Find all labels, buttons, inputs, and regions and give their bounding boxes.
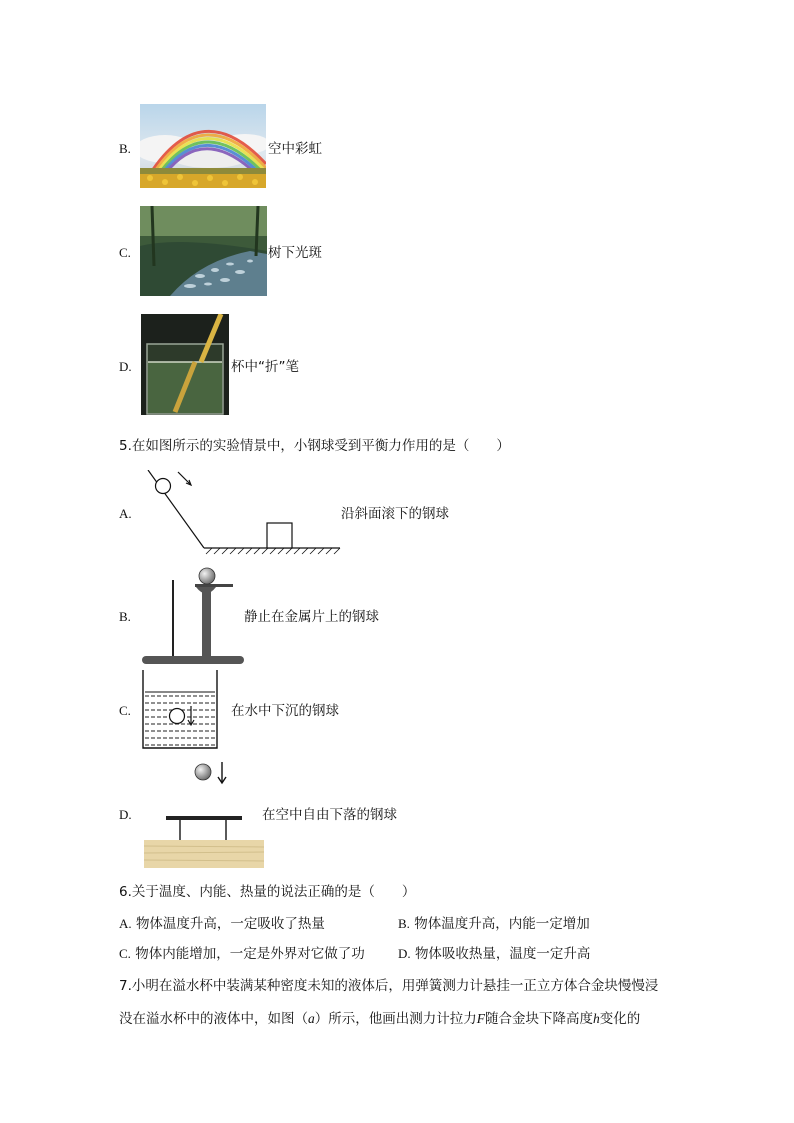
option-letter-q4-d: D. bbox=[119, 359, 132, 374]
option-letter-q4-c: C. bbox=[119, 245, 131, 260]
option-q6-c bbox=[119, 945, 365, 963]
pencil-in-water-glass-photo bbox=[141, 314, 229, 415]
var-F: F bbox=[476, 1011, 485, 1026]
var-a: a bbox=[308, 1011, 315, 1026]
option-letter-q5-b: B. bbox=[119, 609, 131, 624]
option-text-q5-b: 静止在金属片上的钢球 bbox=[244, 609, 379, 625]
option-text-q5-d: 在空中自由下落的钢球 bbox=[262, 807, 397, 823]
free-falling-ball-diagram bbox=[144, 758, 264, 868]
rainbow-photo bbox=[140, 104, 266, 188]
q7-text-segment: ）所示，他画出测力计拉力 bbox=[314, 1011, 477, 1027]
option-letter-q4-b: B. bbox=[119, 141, 131, 156]
option-letter-q5-d: D. bbox=[119, 807, 132, 822]
option-q6-b bbox=[398, 915, 590, 933]
option-text-q6-d: 物体吸收热量，温度一定升高 bbox=[414, 946, 591, 962]
option-text-q6-c: 物体内能增加，一定是外界对它做了功 bbox=[135, 946, 365, 962]
q7-text-segment: 随合金块下降高度 bbox=[485, 1011, 593, 1027]
question-7-line-1: 7.小明在溢水杯中装满某种密度未知的液体后，用弹簧测力计悬挂一正立方体合金块慢慢浸 bbox=[119, 978, 659, 994]
option-text-q6-a: 物体温度升高，一定吸收了热量 bbox=[135, 916, 325, 932]
q7-text-segment: 变化的 bbox=[599, 1011, 641, 1027]
q7-text-segment: 没在溢水杯中的液体中，如图（ bbox=[119, 1011, 308, 1027]
option-text-q4-d: 杯中“折”笔 bbox=[231, 359, 299, 375]
option-q6-a bbox=[119, 915, 325, 933]
ball-sinking-in-water-diagram bbox=[142, 670, 219, 750]
question-5-stem: 5.在如图所示的实验情景中，小钢球受到平衡力作用的是（ ） bbox=[119, 438, 510, 454]
ball-on-metal-sheet-diagram bbox=[140, 566, 246, 668]
option-letter-q6-d: D. bbox=[398, 946, 411, 961]
question-7-line-2 bbox=[119, 1010, 640, 1028]
option-letter-q6-b: B. bbox=[398, 916, 410, 931]
option-text-q5-c: 在水中下沉的钢球 bbox=[231, 703, 339, 719]
option-q6-d bbox=[398, 945, 590, 963]
option-letter-q5-c: C. bbox=[119, 703, 131, 718]
option-letter-q6-a: A. bbox=[119, 916, 132, 931]
option-letter-q5-a: A. bbox=[119, 506, 132, 521]
forest-light-spots-photo bbox=[140, 206, 267, 296]
option-letter-q6-c: C. bbox=[119, 946, 131, 961]
option-text-q6-b: 物体温度升高，内能一定增加 bbox=[414, 916, 590, 932]
option-text-q5-a: 沿斜面滚下的钢球 bbox=[341, 506, 449, 522]
option-text-q4-b: 空中彩虹 bbox=[268, 141, 322, 157]
option-text-q4-c: 树下光斑 bbox=[268, 245, 322, 261]
question-6-stem: 6.关于温度、内能、热量的说法正确的是（ ） bbox=[119, 884, 416, 900]
var-h: h bbox=[593, 1011, 600, 1026]
incline-ball-diagram bbox=[140, 470, 345, 560]
